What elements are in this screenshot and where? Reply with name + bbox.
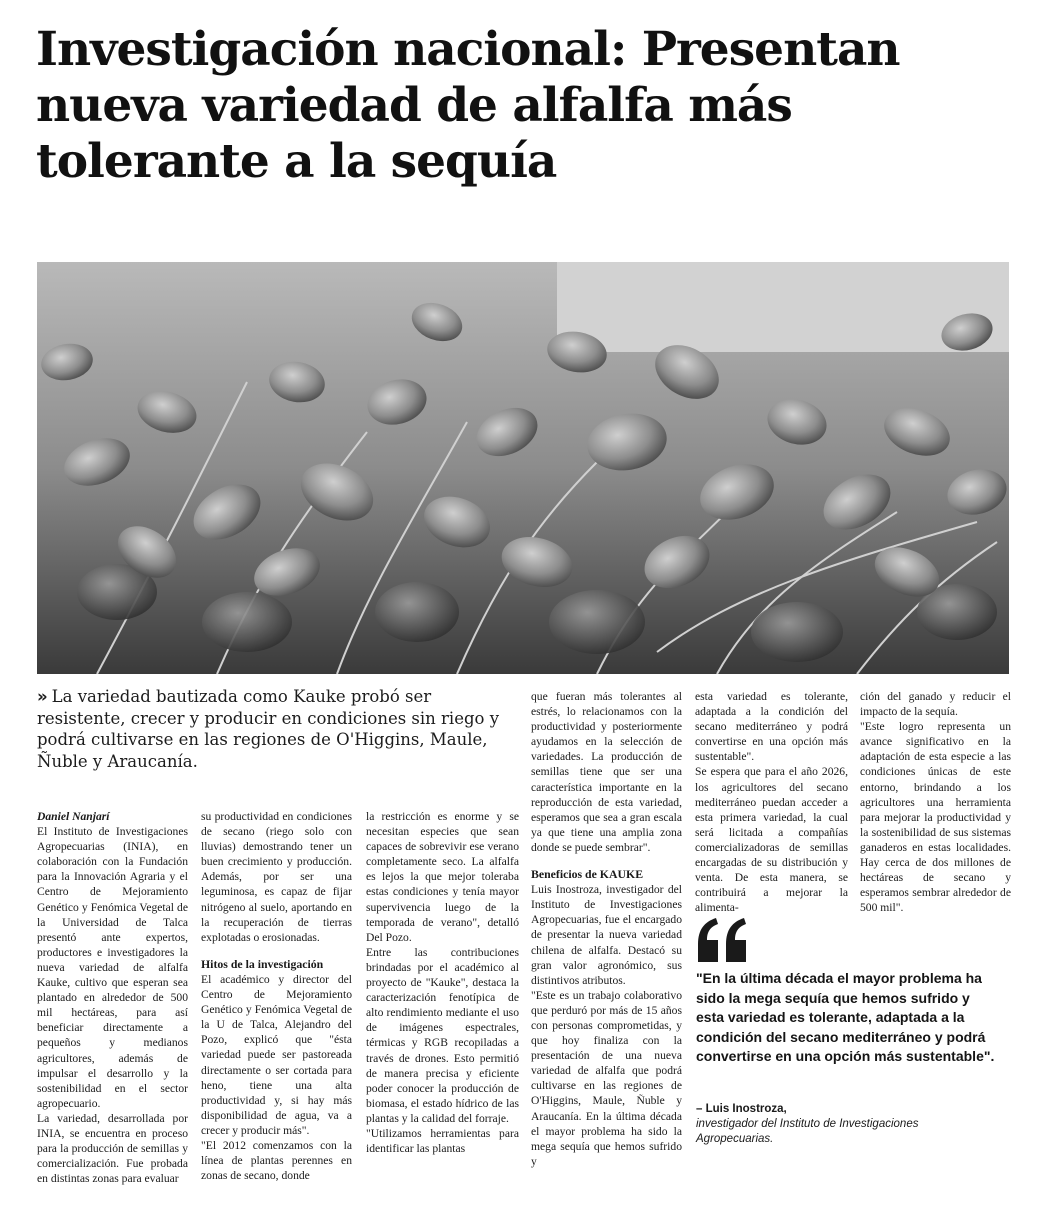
- section-heading: Hitos de la investigación: [201, 956, 324, 971]
- attribution-name: – Luis Inostroza,: [696, 1103, 787, 1115]
- article-column-2: [201, 809, 352, 1183]
- section-heading: Beneficios de KAUKE: [531, 867, 644, 882]
- body-paragraph: Luis Inostroza, investigador del Instituto de Investigaciones Agropecuarias, fue el encargado de presentar la nueva variedad chilena de alfalfa. Destacó su gran valor agronómico, sus distintivos atributos.: [531, 883, 682, 987]
- body-paragraph: El Instituto de Investigaciones Agropecuarias (INIA), en colaboración con la Fundación para la Innovación Agraria y el Centro de Mejoramiento Genético y Fenómica Vegetal de la Universidad de Talca presentó ante expertos, productores e investigadores la nueva variedad de alfalfa Kauke, cultivo que esperan sea plantado en alrededor de 500 mil hectáreas, para así beneficiar directamente a pequeños y medianos agricultores, además de impulsar el desarrollo y la sostenibilidad en el sector agropecuario.: [37, 825, 188, 1110]
- body-paragraph: "Utilizamos herramientas para identificar las plantas: [366, 1126, 519, 1156]
- article-column-4: [531, 689, 682, 1169]
- body-paragraph: La variedad, desarrollada por INIA, se encuentra en proceso para la producción de semillas y comercialización. Fue probada en distintas zonas para evaluar: [37, 1111, 188, 1186]
- body-paragraph: su productividad en condiciones de secano (riego solo con lluvias) demostrando tener un buen crecimiento y producción. Además, por ser una leguminosa, es capaz de fijar nitrógeno al suelo, aportando en la recuperación de tierras explotadas o erosionadas.: [201, 810, 352, 944]
- body-paragraph: Entre las contribuciones brindadas por el académico al proyecto de "Kauke", destaca la caracterización fenotípica de alto rendimiento mediante el uso de imágenes espectrales, térmicas y RGB recopiladas a través de drones. Esto permitió de manera precisa y eficiente poder conocer la producción de biomasa, el estado hídrico de las plantas y la calidad del forraje.: [366, 945, 519, 1125]
- article-column-3: [366, 809, 519, 1156]
- lead-marker: »: [37, 687, 48, 706]
- lead-text: La variedad bautizada como Kauke probó ser resistente, crecer y producir en condiciones sin riego y podrá cultivarse en las regiones de O'Higgins, Maule, Ñuble y Araucanía.: [37, 687, 500, 771]
- body-paragraph: "El 2012 comenzamos con la línea de plantas perennes en zonas de secano, donde: [201, 1138, 352, 1183]
- body-paragraph: esta variedad es tolerante, adaptada a la condición del secano mediterráneo y podrá convertirse en una opción más sustentable".: [695, 690, 848, 764]
- quote-attribution: [696, 1102, 996, 1147]
- body-paragraph: "Este logro representa un avance significativo en la adaptación de esta especie a las condiciones únicas de este entorno, brindando a los agricultores una herramienta para mejorar la productividad y la sostenibilidad de sus sistemas ganaderos en estas localidades. Hay cerca de dos millones de hectáreas de secano y esperamos sembrar alrededor de 500 mil".: [860, 720, 1011, 915]
- body-paragraph: "Este es un trabajo colaborativo que perduró por más de 15 años con personas comprometidas, y que hoy finaliza con la presentación de una nueva variedad de alfalfa que podrá cultivarse en las regiones de O'Higgins, Maule, Ñuble y Araucanía. En la última década el mayor problema ha sido la mega sequía que hemos sufrido y: [531, 988, 682, 1168]
- body-paragraph: la restricción es enorme y se necesitan especies que sean capaces de sobrevivir ese verano completamente seco. La alfalfa es lejos la que mejor toleraba estas condiciones y tenía mayor supervivencia luego de la temporada de verano", detalló Del Pozo.: [366, 810, 519, 944]
- alfalfa-plants-photo-icon: [37, 262, 1009, 674]
- body-paragraph: ción del ganado y reducir el impacto de la sequía.: [860, 690, 1011, 719]
- article-column-5: [695, 689, 848, 915]
- body-paragraph: El académico y director del Centro de Mejoramiento Genético y Fenómica Vegetal de la U de Talca, Alejandro del Pozo, explicó que "ésta variedad puede ser pastoreada directamente o ser cortada para heno, tiene una alta productividad y, si hay más disponibilidad de agua, va a crecer y producir más".: [201, 972, 352, 1137]
- headline: Investigación nacional: Presentan nueva variedad de alfalfa más tolerante a la sequía: [36, 22, 900, 189]
- byline: Daniel Nanjarí: [37, 810, 110, 823]
- body-paragraph: Se espera que para el año 2026, los agricultores del secano mediterráneo puedan acceder a esta primera variedad, la cual será licitada a compañías comercializadoras de semillas encargadas de su distribución y venta. De esta manera, se contribuirá a mejorar la alimenta-: [695, 765, 848, 915]
- lead-paragraph: [37, 686, 517, 772]
- article-column-1: [37, 809, 188, 1186]
- pull-quote: "En la última década el mayor problema ha sido la mega sequía que hemos sufrido y esta variedad es tolerante, adaptada a la condición del secano mediterráneo y podrá convertirse en una opción más sustentable".: [696, 970, 995, 1064]
- alfalfa-photo: [37, 262, 1009, 674]
- body-paragraph: que fueran más tolerantes al estrés, lo relacionamos con la productividad y posteriormente ayudamos en la selección de variedades. La producción de semillas tiene que ser una característica importante en la reproducción de esta variedad, esperamos que sea a gran escala ya que tiene una amplia zona donde se puede sembrar".: [531, 690, 682, 854]
- attribution-role: investigador del Instituto de Investigaciones Agropecuarias.: [696, 1118, 919, 1145]
- quotation-mark-icon: [694, 916, 754, 966]
- article-column-6: [860, 689, 1011, 915]
